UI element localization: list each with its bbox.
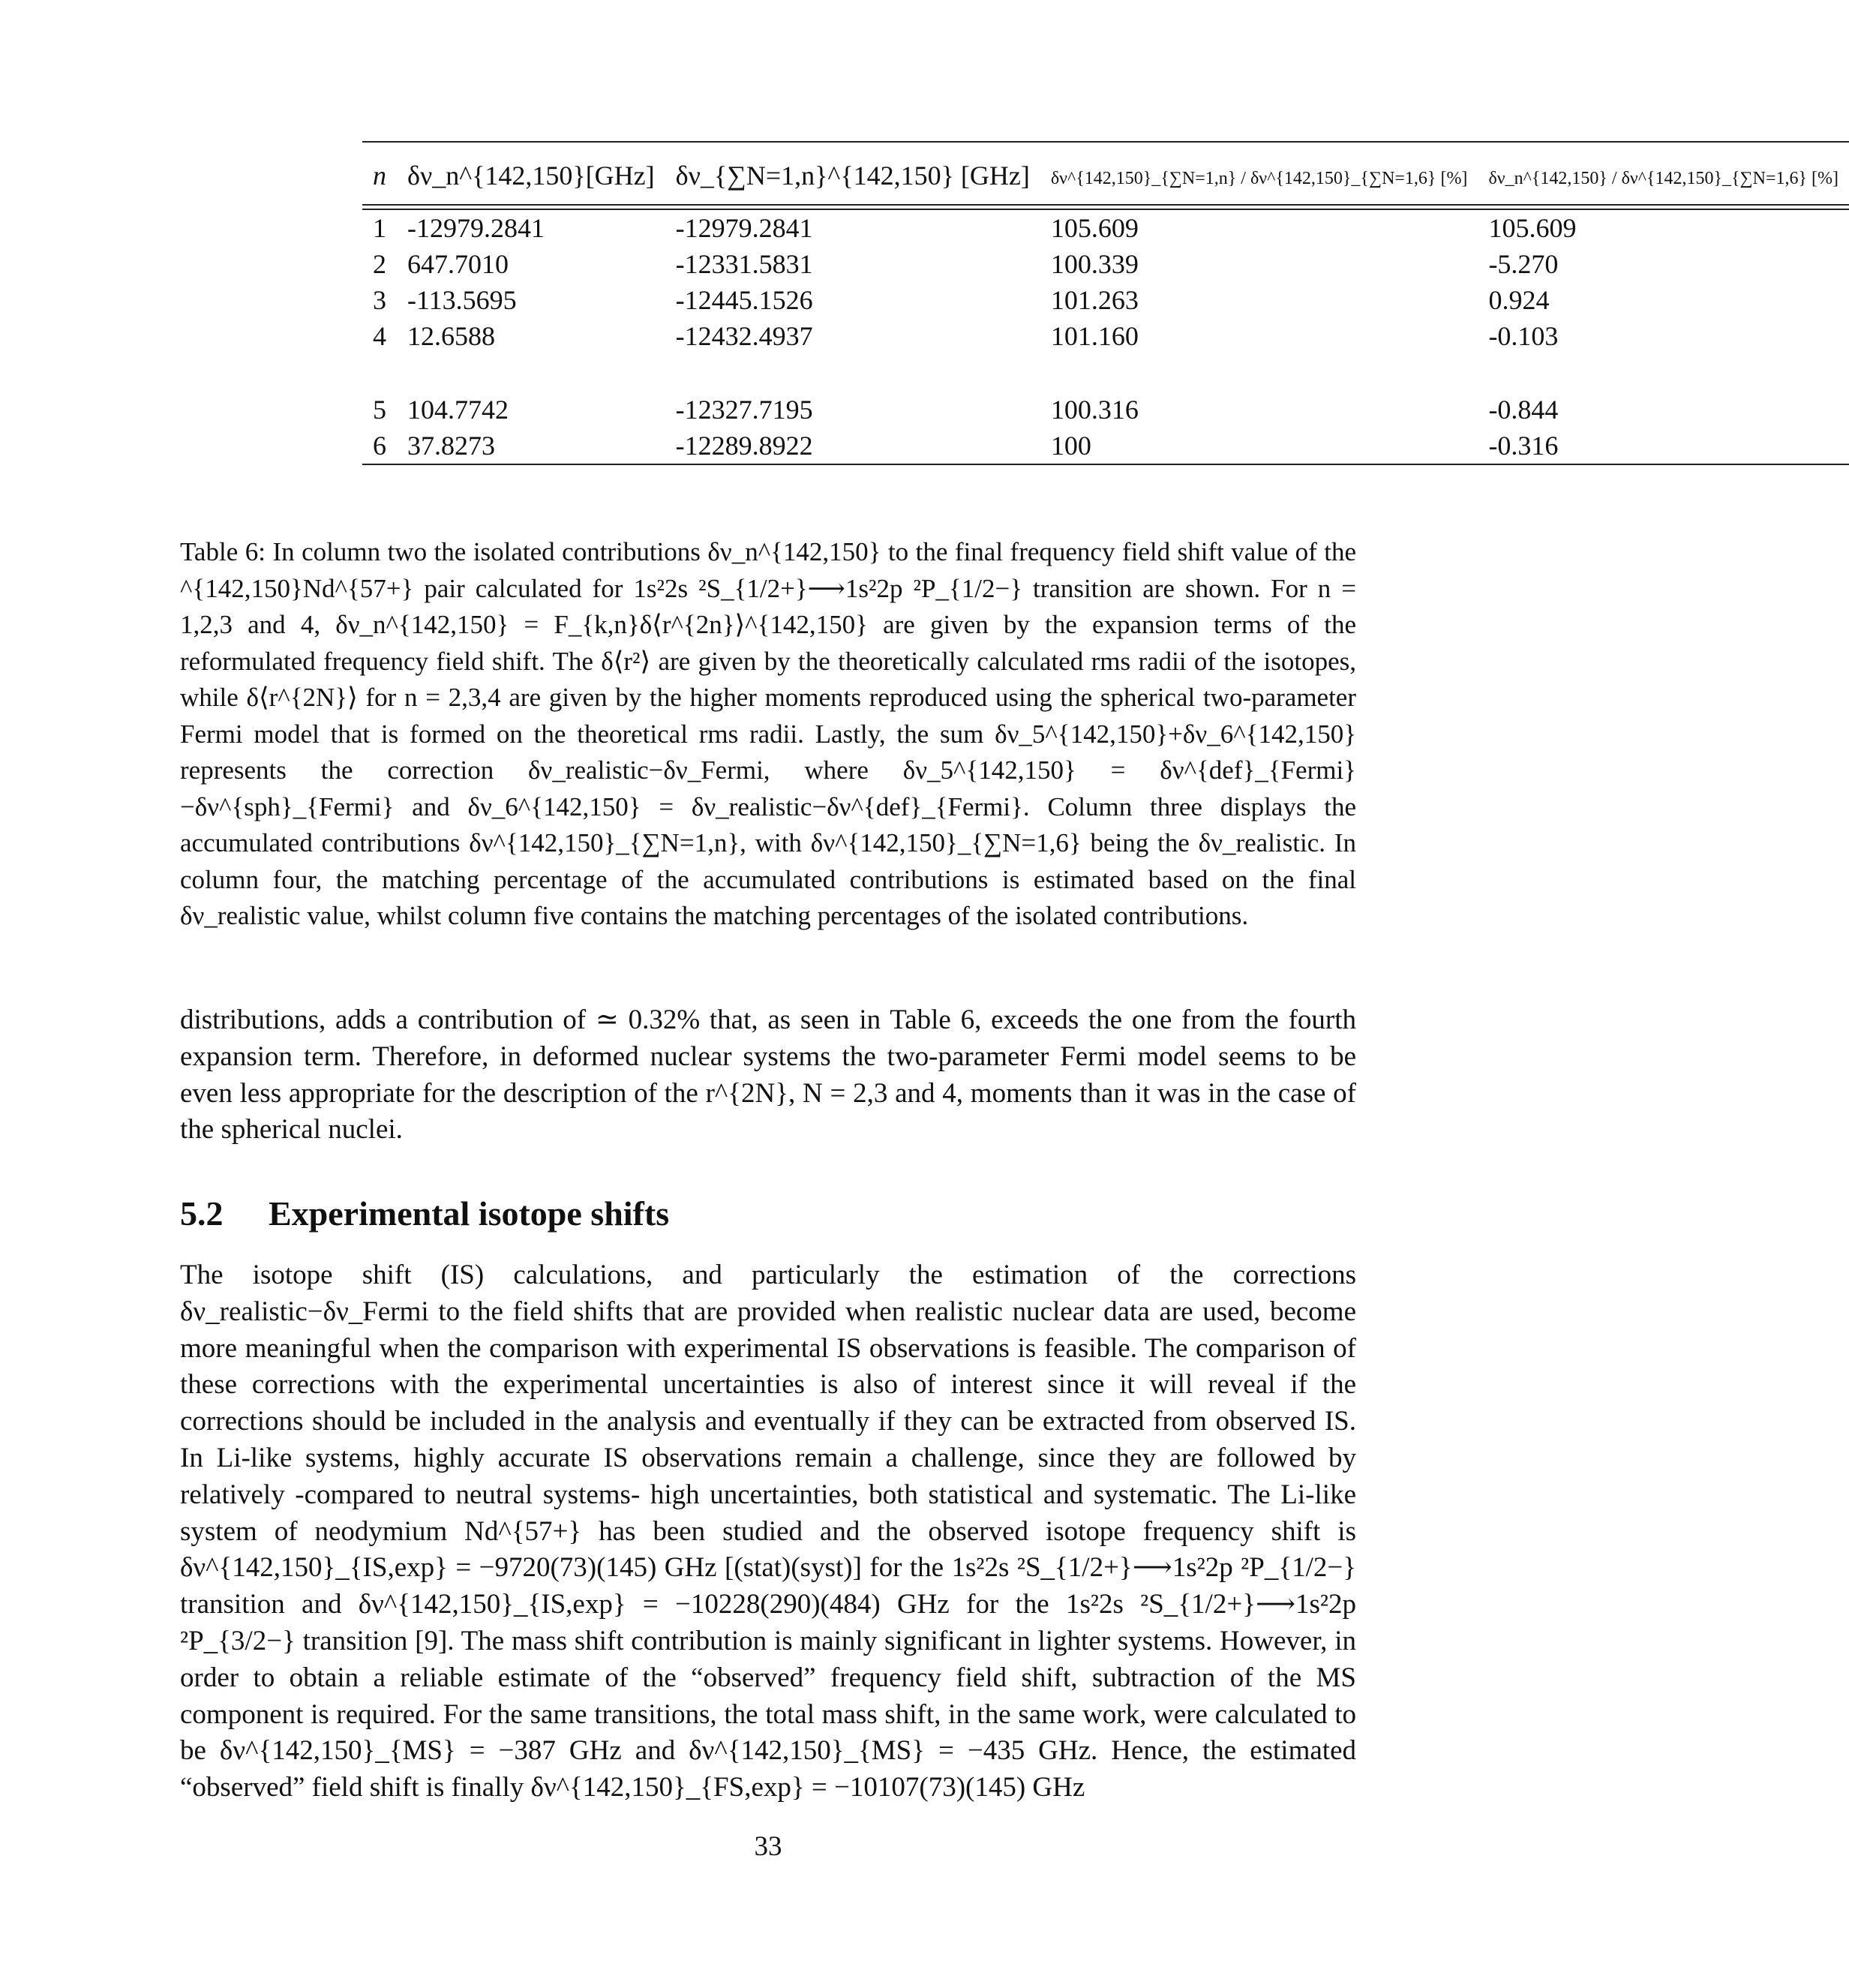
section-paragraph: The isotope shift (IS) calculations, and particularly the estimation of the corrections δν_realistic−δν_Fermi to the field shifts that are provided when realistic nuclear data are used, become more meaningful when the comparison with experimental IS observations is feasible. The comparison of these corrections with the experimental uncertainties is also of interest since it will reveal if the corrections should be included in the analysis and eventually if they can be extracted from observed IS. In Li-like systems, highly accurate IS observations remain a challenge, since they are followed by relatively -compared to neutral systems- high uncertainties, both statistical and systematic. The Li-like system of neodymium Nd^{57+} has been studied and the observed isotope frequency shift is δν^{142,150}_{IS,exp} = −9720(73)(145) GHz [(stat)(syst)] for the 1s²2s ²S_{1/2+}⟶1s²2p ²P_{1/2−} transition and δν^{142,150}_{IS,exp} = −10228(290)(484) GHz for the 1s²2s ²S_{1/2+}⟶1s²2p ²P_{3/2−} transition [9]. The mass shift contribution is mainly significant in lighter systems. However, in order to obtain a reliable estimate of the “observed” frequency field shift, subtraction of the MS component is required. For the same transitions, the total mass shift, in the same work, were calculated to be δν^{142,150}_{MS} = −387 GHz and δν^{142,150}_{MS} = −435 GHz. Hence, the estimated “observed” field shift is finally δν^{142,150}_{FS,exp} = −10107(73)(145) GHz: [180, 1260, 1356, 1803]
table-row: 4 12.6588 -12432.4937 101.160 -0.103: [373, 321, 1559, 351]
header-n: n: [362, 147, 397, 205]
section-title: Experimental isotope shifts: [269, 1194, 670, 1233]
table-caption: [180, 534, 1356, 935]
header-col2: δν_n^{142,150}[GHz]: [397, 147, 665, 205]
header-col3: δν_{∑N=1,n}^{142,150} [GHz]: [665, 147, 1040, 205]
page-number: 33: [754, 1831, 782, 1862]
page: [180, 0, 1839, 1988]
caption-text: In column two the isolated contributions δν_n^{142,150} to the final frequency field shift value of the ^{142,150}Nd^{57+} pair calculated for 1s²2s ²S_{1/2+}⟶1s²2p ²P_{1/2−} transition are shown. For n = 1,2,3 and 4, δν_n^{142,150} = F_{k,n}δ⟨r^{2n}⟩^{142,150} are given by the expansion terms of the reformulated frequency field shift. The δ⟨r²⟩ are given by the theoretically calculated rms radii of the isotopes, while δ⟨r^{2N}⟩ for n = 2,3,4 are given by the higher moments reproduced using the spherical two-parameter Fermi model that is formed on the theoretical rms radii. Lastly, the sum δν_5^{142,150}+δν_6^{142,150} represents the correction δν_realistic−δν_Fermi, where δν_5^{142,150} = δν^{def}_{Fermi}−δν^{sph}_{Fermi} and δν_6^{142,150} = δν_realistic−δν^{def}_{Fermi}. Column three displays the accumulated contributions δν^{142,150}_{∑N=1,n}, with δν^{142,150}_{∑N=1,6} being the δν_realistic. In column four, the matching percentage of the accumulated contributions is estimated based on the final δν_realistic value, whilst column five contains the matching percentages of the isolated contributions.: [180, 537, 1357, 930]
table-row: 3 -113.5695 -12445.1526 101.263 0.924: [373, 285, 1550, 315]
section-heading: [180, 1193, 669, 1235]
table-row: 2 647.7010 -12331.5831 100.339 -5.270: [373, 249, 1559, 279]
table-row: 6 37.8273 -12289.8922 100 -0.316: [362, 428, 1849, 464]
header-col4: δν^{142,150}_{∑N=1,n} / δν^{142,150}_{∑N=1,6} [%]: [1040, 147, 1478, 205]
results-table: [362, 141, 1839, 465]
section-number: 5.2: [180, 1194, 224, 1233]
caption-label: Table 6:: [180, 537, 266, 566]
paragraph-continued: distributions, adds a contribution of ≃ 0.32% that, as seen in Table 6, exceeds the one from the fourth expansion term. Therefore, in deformed nuclear systems the two-parameter Fermi model seems to be even less appropriate for the description of the r^{2N}, N = 2,3 and 4, moments than it was in the case of the spherical nuclei.: [180, 1005, 1356, 1146]
table-row: 5 104.7742 -12327.7195 100.316 -0.844: [373, 395, 1559, 425]
table-row: 1 -12979.2841 -12979.2841 105.609 105.609: [373, 213, 1577, 243]
header-col5: δν_n^{142,150} / δν^{142,150}_{∑N=1,6} [%]: [1478, 147, 1849, 205]
table-gap: [362, 354, 1849, 392]
